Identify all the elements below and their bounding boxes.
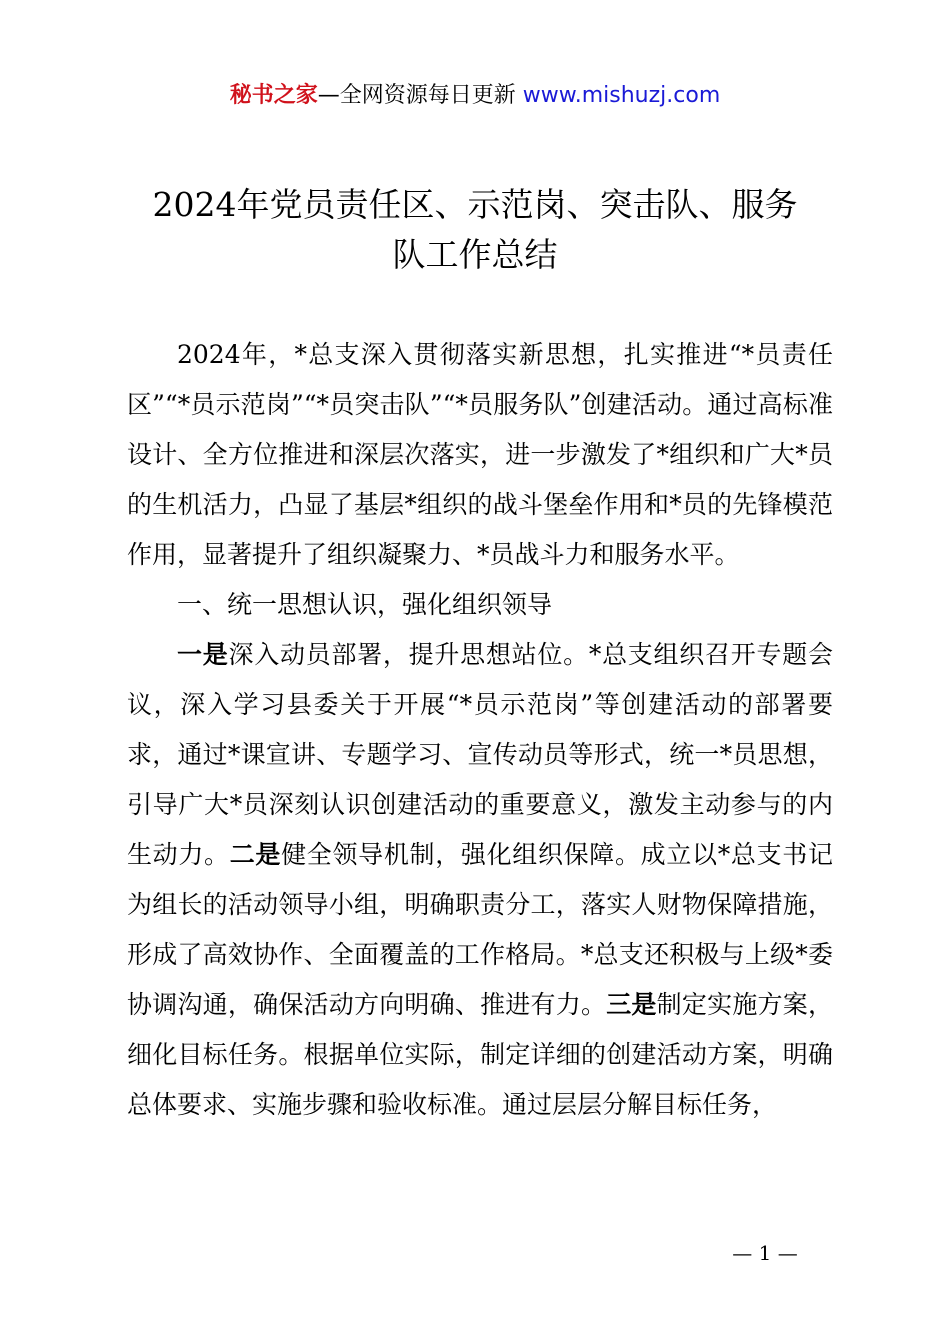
header-tagline: —全网资源每日更新	[317, 83, 523, 108]
section-1-paragraph	[127, 630, 833, 1130]
point-1-label: 一是	[177, 640, 229, 669]
title-line-2: 队工作总结	[392, 235, 558, 274]
point-3-label: 三是	[606, 990, 657, 1019]
site-header	[0, 80, 950, 112]
document-title	[100, 180, 850, 280]
title-line-1: 2024年党员责任区、示范岗、突击队、服务	[152, 185, 798, 224]
point-1-text: 深入动员部署，提升思想站位。*总支组织召开专题会议，深入学习县委关于开展“*员示范岗”等创建活动的部署要求，通过*课宣讲、专题学习、宣传动员等形式，统一*员思想，引导广大*员深刻认识创建活动的重要意义，激发主动参与的内生动力。	[127, 640, 833, 869]
site-url-link[interactable]: www.mishuzj.com	[522, 83, 721, 108]
document-body	[127, 330, 833, 1130]
intro-paragraph: 2024年，*总支深入贯彻落实新思想，扎实推进“*员责任区”“*员示范岗”“*员突击队”“*员服务队”创建活动。通过高标准设计、全方位推进和深层次落实，进一步激发了*组织和广大*员的生机活力，凸显了基层*组织的战斗堡垒作用和*员的先锋模范作用，显著提升了组织凝聚力、*员战斗力和服务水平。	[127, 340, 833, 569]
section-1-heading: 一、统一思想认识，强化组织领导	[177, 590, 553, 619]
point-2-text: 健全领导机制，强化组织保障。成立以*总支书记为组长的活动领导小组，明确职责分工，落实人财物保障措施，形成了高效协作、全面覆盖的工作格局。*总支还积极与上级*委协调沟通，确保活动方向明确、推进有力。	[127, 840, 833, 1019]
brand-name: 秘书之家	[229, 83, 318, 108]
point-3-text: 制定实施方案，细化目标任务。根据单位实际，制定详细的创建活动方案，明确总体要求、实施步骤和验收标准。通过层层分解目标任务，	[127, 990, 833, 1119]
page-number: — 1 —	[732, 1241, 798, 1265]
point-2-label: 二是	[229, 840, 282, 869]
